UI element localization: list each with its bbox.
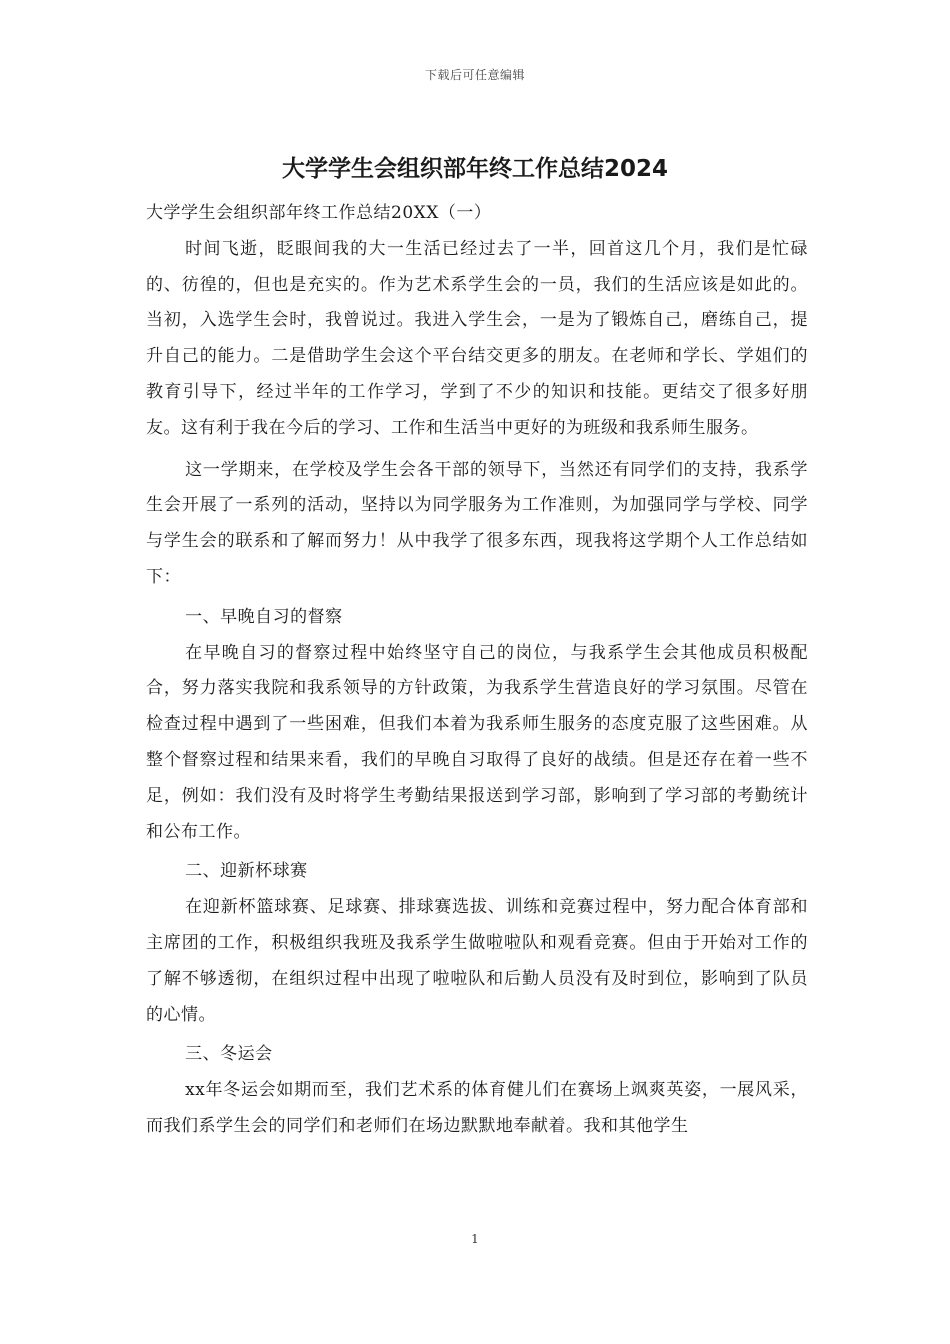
section-heading-2: 二、迎新杯球赛 [185, 861, 308, 882]
paragraph-section-1: 在早晚自习的督察过程中始终坚守自己的岗位，与我系学生会其他成员积极配合，努力落实我院和我系领导的方针政策，为我系学生营造良好的学习氛围。尽管在检查过程中遇到了一些困难，但我们本着为我系师生服务的态度克服了这些困难。从整个督察过程和结果来看，我们的早晚自习取得了良好的战绩。但是还存在着一些不足，例如：我们没有及时将学生考勤结果报送到学习部，影响到了学习部的考勤统计和公布工作。 [146, 642, 808, 842]
document-body [146, 196, 808, 1145]
page-number: 1 [471, 1232, 479, 1246]
paragraph-section-3: xx年冬运会如期而至，我们艺术系的体育健儿们在赛场上飒爽英姿，一展风采，而我们系学生会的同学们和老师们在场边默默地奉献着。我和其他学生 [146, 1080, 808, 1136]
section-heading-3: 三、冬运会 [185, 1044, 273, 1065]
document-subtitle: 大学学生会组织部年终工作总结20XX（一） [146, 203, 492, 223]
document-title: 大学学生会组织部年终工作总结2024 [281, 156, 668, 182]
paragraph-overview: 这一学期来，在学校及学生会各干部的领导下，当然还有同学们的支持，我系学生会开展了一系列的活动，坚持以为同学服务为工作准则，为加强同学与学校、同学与学生会的联系和了解而努力！从中我学了很多东西，现我将这学期个人工作总结如下： [146, 459, 808, 587]
paragraph-intro: 时间飞逝，眨眼间我的大一生活已经过去了一半，回首这几个月，我们是忙碌的、彷徨的，但也是充实的。作为艺术系学生会的一员，我们的生活应该是如此的。当初，入选学生会时，我曾说过。我进入学生会，一是为了锻炼自己，磨练自己，提升自己的能力。二是借助学生会这个平台结交更多的朋友。在老师和学长、学姐们的教育引导下，经过半年的工作学习，学到了不少的知识和技能。更结交了很多好朋友。这有利于我在今后的学习、工作和生活当中更好的为班级和我系师生服务。 [146, 238, 808, 438]
page-header-note: 下载后可任意编辑 [424, 68, 525, 82]
section-heading-1: 一、早晚自习的督察 [185, 606, 343, 627]
paragraph-section-2: 在迎新杯篮球赛、足球赛、排球赛选拔、训练和竞赛过程中，努力配合体育部和主席团的工作，积极组织我班及我系学生做啦啦队和观看竞赛。但由于开始对工作的了解不够透彻，在组织过程中出现了啦啦队和后勤人员没有及时到位，影响到了队员的心情。 [146, 897, 808, 1025]
